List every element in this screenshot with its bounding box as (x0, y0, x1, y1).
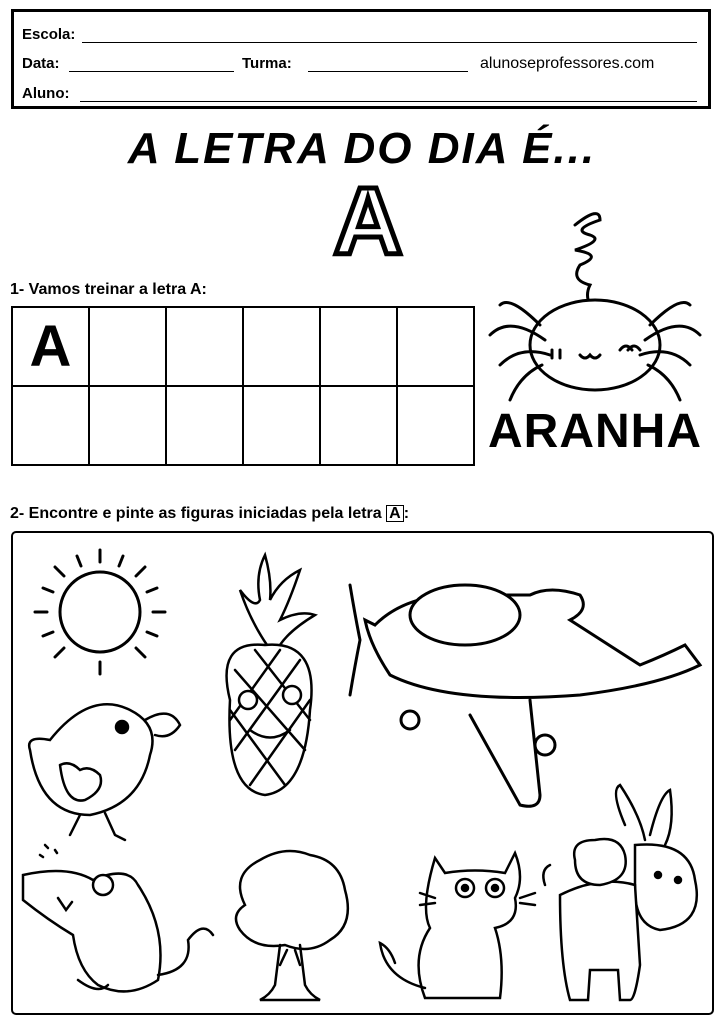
section2-label-suffix: : (403, 505, 410, 522)
section1-label: 1- Vamos treinar a letra A: (10, 281, 207, 298)
student-field-line[interactable] (80, 101, 697, 102)
bird-icon[interactable] (20, 695, 195, 860)
airplane-icon[interactable] (330, 565, 710, 820)
grid-cell[interactable] (89, 307, 166, 386)
rat-icon[interactable] (18, 860, 218, 1005)
grid-cell[interactable] (89, 386, 166, 465)
date-field-line[interactable] (69, 71, 234, 72)
grid-cell[interactable] (397, 386, 474, 465)
spider-icon (480, 205, 710, 405)
donkey-icon[interactable] (540, 785, 710, 1010)
svg-text:A: A (333, 168, 403, 275)
grid-cell[interactable] (320, 386, 397, 465)
grid-cell[interactable] (320, 307, 397, 386)
aranha-word: ARANHA (488, 405, 702, 458)
cat-icon[interactable] (375, 848, 535, 1003)
grid-cell[interactable] (397, 307, 474, 386)
grid-cell[interactable] (166, 386, 243, 465)
class-label: Turma: (242, 55, 292, 72)
pineapple-icon[interactable] (210, 550, 325, 800)
grid-cell[interactable] (243, 307, 320, 386)
student-label: Aluno: (22, 85, 70, 102)
school-label: Escola: (22, 26, 76, 43)
grid-cell[interactable] (166, 307, 243, 386)
grid-cell[interactable] (243, 386, 320, 465)
sun-icon[interactable] (25, 540, 175, 680)
big-letter-a (326, 168, 410, 275)
grid-cell-letter: A (12, 307, 89, 386)
page-title: A LETRA DO DIA É... (127, 124, 597, 173)
grid-cell[interactable] (12, 386, 89, 465)
school-field-line[interactable] (82, 42, 697, 43)
website-text: alunoseprofessores.com (480, 55, 655, 72)
date-label: Data: (22, 55, 60, 72)
tree-icon[interactable] (225, 845, 355, 1005)
header-box (11, 9, 711, 109)
section2-label (10, 505, 409, 523)
class-field-line[interactable] (308, 71, 468, 72)
section2-label-letter: A (386, 505, 404, 522)
section2-label-prefix: 2- Encontre e pinte as figuras iniciadas pela letra (10, 505, 382, 522)
practice-grid (11, 306, 475, 466)
